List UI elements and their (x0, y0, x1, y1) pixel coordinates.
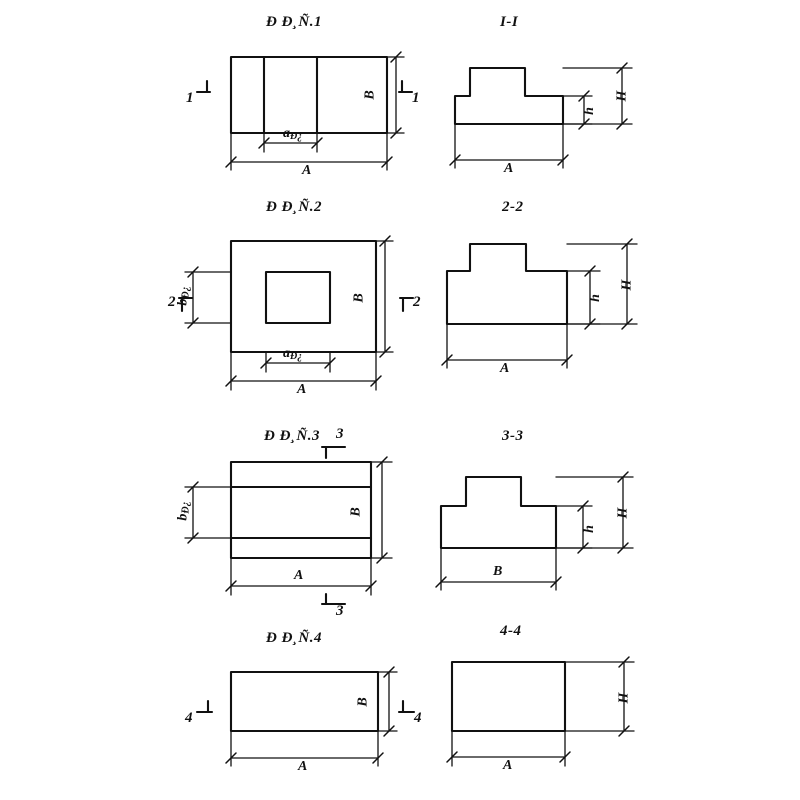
fig3-inner-vert-dim-sub: Ð¿ (180, 501, 192, 514)
fig2-section-geometry (442, 239, 637, 368)
fig1-section-width-dim: A (504, 161, 514, 176)
fig4-section-mark-left: 4 (185, 710, 193, 726)
fig4-plan-geometry (197, 667, 414, 766)
fig1-section-step-dim: h (581, 107, 597, 115)
fig3-section-mark-top: 3 (336, 426, 344, 442)
fig2-plan-title: Ð Ð¸Ñ.2 (266, 199, 322, 215)
fig1-section-geometry (450, 63, 632, 168)
fig3-inner-vert-dim (176, 501, 192, 520)
fig3-section-step-dim: h (581, 525, 597, 533)
fig2-section-mark-right: 2 (413, 294, 421, 310)
fig1-section-mark-left: 1 (186, 90, 194, 106)
fig3-height-dim: B (348, 507, 364, 517)
fig4-section-height-dim: H (616, 692, 632, 704)
fig1-height-dim: B (362, 90, 378, 100)
fig3-section-height-dim: H (615, 507, 631, 519)
fig4-width-dim: A (298, 759, 308, 774)
fig4-section-width-dim: A (503, 758, 513, 773)
fig1-width-dim: A (302, 163, 312, 178)
fig2-section-width-dim: A (500, 361, 510, 376)
fig2-inner-dim-sub: Ð¿ (290, 351, 303, 362)
fig3-plan-title: Ð Ð¸Ñ.3 (264, 428, 320, 444)
fig3-section-geometry (436, 472, 633, 590)
fig4-height-dim: B (355, 697, 371, 707)
fig2-section-height-dim: H (619, 279, 635, 291)
fig1-section-title: I-I (500, 14, 519, 30)
fig2-section-title: 2-2 (502, 199, 524, 215)
fig2-inner-vert-dim-sub: Ð¿ (180, 286, 192, 299)
fig1-inner-dim (283, 126, 302, 142)
fig4-section-geometry (447, 657, 634, 766)
fig3-plan-geometry (185, 447, 392, 604)
fig4-section-title: 4-4 (500, 623, 522, 639)
fig3-section-width-dim: B (493, 564, 503, 579)
fig2-inner-vert-dim-main: b (175, 298, 191, 306)
fig2-inner-dim-main: a (283, 346, 290, 361)
fig1-inner-dim-sub: Ð¿ (290, 131, 303, 142)
fig1-plan-title: Ð Ð¸Ñ.1 (266, 14, 322, 30)
fig3-section-mark-bottom: 3 (336, 603, 344, 619)
fig4-plan-title: Ð Ð¸Ñ.4 (266, 630, 322, 646)
fig2-section-mark-left: 2 (168, 294, 176, 310)
fig2-height-dim: B (351, 293, 367, 303)
fig2-plan-geometry (179, 236, 413, 390)
fig2-section-step-dim: h (587, 294, 603, 302)
fig1-inner-dim-main: a (283, 126, 290, 141)
fig2-width-dim: A (297, 382, 307, 397)
fig3-section-title: 3-3 (502, 428, 524, 444)
fig1-plan-geometry (197, 52, 412, 170)
fig4-section-mark-right: 4 (414, 710, 422, 726)
fig1-section-mark-right: 1 (412, 90, 420, 106)
fig2-inner-vert-dim (176, 286, 192, 305)
fig3-width-dim: A (294, 568, 304, 583)
fig3-inner-vert-dim-main: b (175, 513, 191, 521)
fig2-inner-dim (283, 346, 302, 362)
fig1-section-height-dim: H (614, 90, 630, 102)
